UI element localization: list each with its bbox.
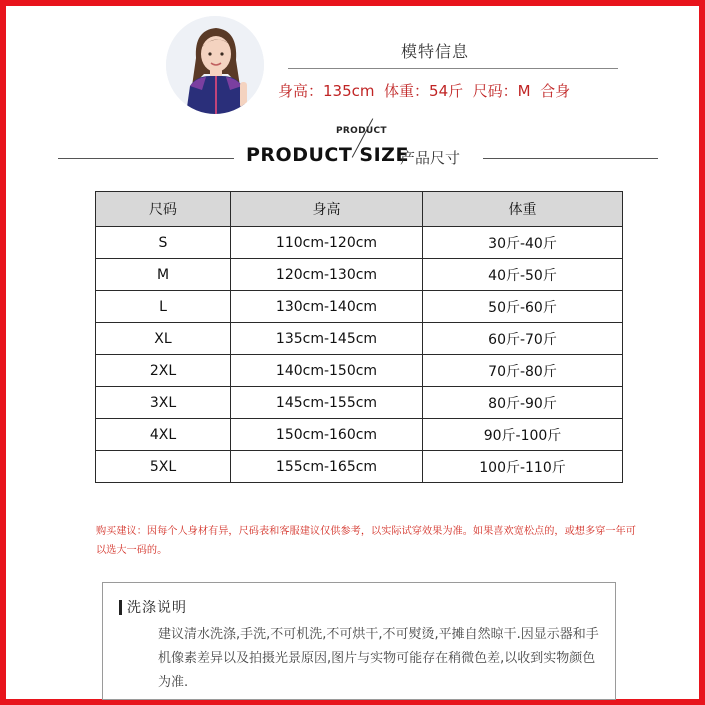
divider <box>288 68 618 69</box>
header-weight: 体重 <box>423 192 623 227</box>
weight-cell: 70斤-80斤 <box>423 355 623 387</box>
size-cell: S <box>96 227 231 259</box>
size-cell: XL <box>96 323 231 355</box>
weight-cell: 100斤-110斤 <box>423 451 623 483</box>
weight-cell: 30斤-40斤 <box>423 227 623 259</box>
weight-cell: 60斤-70斤 <box>423 323 623 355</box>
height-cell: 155cm-165cm <box>231 451 423 483</box>
table-row <box>96 451 623 483</box>
wash-instructions-box <box>102 582 616 700</box>
table-row <box>96 259 623 291</box>
height-cell: 135cm-145cm <box>231 323 423 355</box>
size-cell: M <box>96 259 231 291</box>
title-bar-marker <box>119 600 122 615</box>
table-row <box>96 355 623 387</box>
size-table <box>95 191 623 483</box>
height-cell: 150cm-160cm <box>231 419 423 451</box>
table-row <box>96 291 623 323</box>
size-cell: 5XL <box>96 451 231 483</box>
divider-right <box>483 158 658 159</box>
divider-left <box>58 158 234 159</box>
model-specs: 身高：135cm 体重：54斤 尺码：M 合身 <box>278 82 571 100</box>
height-cell: 145cm-155cm <box>231 387 423 419</box>
height-cell: 120cm-130cm <box>231 259 423 291</box>
height-cell: 140cm-150cm <box>231 355 423 387</box>
wash-text: 建议清水洗涤,手洗,不可机洗,不可烘干,不可熨烫,平摊自然晾干.因显示器和手机像素差异以及拍摄光景原因,图片与实物可能存在稍微色差,以收到实物颜色为准. <box>158 627 599 690</box>
size-cell: L <box>96 291 231 323</box>
product-small-label: PRODUCT <box>336 126 387 136</box>
purchase-advice: 购买建议：因每个人身材有异，尺码表和客服建议仅供参考，以实际试穿效果为准。如果喜欢宽松点的，或想多穿一年可以选大一码的。 <box>96 526 636 556</box>
size-cell: 2XL <box>96 355 231 387</box>
model-photo <box>166 16 264 114</box>
table-header-row <box>96 192 623 227</box>
product-size-cn: 产品尺寸 <box>400 149 461 167</box>
weight-cell: 80斤-90斤 <box>423 387 623 419</box>
header-size: 尺码 <box>96 192 231 227</box>
model-info-title: 模特信息 <box>401 42 470 61</box>
table-row <box>96 227 623 259</box>
size-cell: 4XL <box>96 419 231 451</box>
size-cell: 3XL <box>96 387 231 419</box>
weight-cell: 90斤-100斤 <box>423 419 623 451</box>
weight-cell: 40斤-50斤 <box>423 259 623 291</box>
table-row <box>96 323 623 355</box>
table-row <box>96 419 623 451</box>
table-row <box>96 387 623 419</box>
header-height: 身高 <box>231 192 423 227</box>
weight-cell: 50斤-60斤 <box>423 291 623 323</box>
height-cell: 110cm-120cm <box>231 227 423 259</box>
height-cell: 130cm-140cm <box>231 291 423 323</box>
product-size-heading: PRODUCT SIZE <box>246 144 409 166</box>
wash-title: 洗涤说明 <box>127 600 187 616</box>
